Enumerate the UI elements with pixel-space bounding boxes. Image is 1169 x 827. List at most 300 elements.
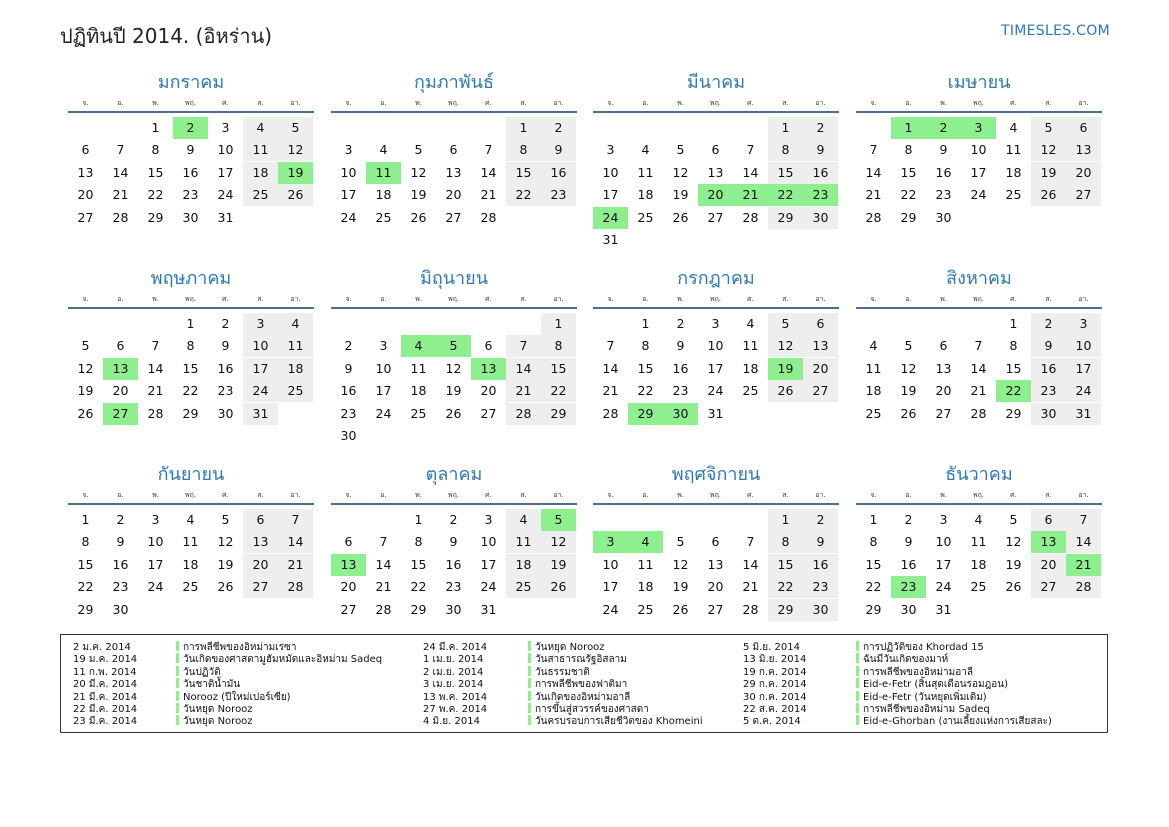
day-cell[interactable]: 13 (243, 531, 278, 553)
day-cell[interactable]: 28 (865, 209, 882, 225)
day-cell[interactable]: 10 (375, 360, 392, 376)
day-cell[interactable]: 21 (742, 579, 759, 595)
day-cell[interactable]: 22 (996, 380, 1031, 402)
day-cell[interactable]: 21 (375, 579, 392, 595)
day-cell[interactable]: 26 (77, 405, 94, 421)
day-cell[interactable]: 28 (112, 209, 129, 225)
day-cell[interactable]: 5 (81, 338, 90, 354)
day-cell[interactable]: 28 (480, 209, 497, 225)
day-cell[interactable]: 26 (1005, 579, 1022, 595)
day-cell[interactable]: 4 (746, 316, 755, 331)
day-cell[interactable]: 24 (593, 207, 628, 229)
day-cell[interactable]: 7 (746, 534, 755, 550)
day-cell[interactable]: 10 (707, 338, 724, 354)
day-cell[interactable]: 29 (541, 403, 576, 425)
day-cell[interactable]: 8 (151, 142, 160, 158)
day-cell[interactable]: 7 (379, 534, 388, 550)
day-cell[interactable]: 13 (331, 554, 366, 576)
day-cell[interactable]: 16 (803, 554, 838, 576)
day-cell[interactable]: 31 (1066, 403, 1101, 425)
day-cell[interactable]: 1 (81, 512, 90, 527)
day-cell[interactable]: 20 (77, 187, 94, 203)
day-cell[interactable]: 30 (1031, 403, 1066, 425)
day-cell[interactable]: 30 (182, 209, 199, 225)
day-cell[interactable]: 21 (970, 383, 987, 399)
day-cell[interactable]: 2 (803, 509, 838, 531)
day-cell[interactable]: 8 (506, 139, 541, 161)
day-cell[interactable]: 21 (602, 383, 619, 399)
day-cell[interactable]: 20 (803, 358, 838, 380)
day-cell[interactable]: 24 (217, 187, 234, 203)
day-cell[interactable]: 26 (217, 579, 234, 595)
day-cell[interactable]: 20 (340, 579, 357, 595)
day-cell[interactable]: 30 (340, 428, 357, 443)
day-cell[interactable]: 7 (606, 338, 615, 354)
day-cell[interactable]: 23 (340, 405, 357, 421)
day-cell[interactable]: 27 (480, 405, 497, 421)
day-cell[interactable]: 18 (1005, 164, 1022, 180)
day-cell[interactable]: 1 (768, 509, 803, 531)
day-cell[interactable]: 6 (484, 338, 493, 354)
day-cell[interactable]: 31 (707, 405, 724, 421)
day-cell[interactable]: 2 (676, 316, 685, 331)
day-cell[interactable]: 17 (480, 556, 497, 572)
day-cell[interactable]: 3 (939, 512, 948, 527)
day-cell[interactable]: 2 (116, 512, 125, 527)
day-cell[interactable]: 30 (217, 405, 234, 421)
day-cell[interactable]: 19 (672, 579, 689, 595)
day-cell[interactable]: 7 (506, 335, 541, 357)
day-cell[interactable]: 14 (970, 360, 987, 376)
day-cell[interactable]: 24 (970, 187, 987, 203)
day-cell[interactable]: 2 (541, 117, 576, 139)
day-cell[interactable]: 3 (484, 512, 493, 527)
day-cell[interactable]: 31 (243, 403, 278, 425)
day-cell[interactable]: 3 (243, 313, 278, 335)
day-cell[interactable]: 14 (602, 360, 619, 376)
day-cell[interactable]: 30 (112, 601, 129, 617)
day-cell[interactable]: 12 (541, 531, 576, 553)
day-cell[interactable]: 9 (939, 142, 948, 158)
day-cell[interactable]: 16 (340, 383, 357, 399)
day-cell[interactable]: 31 (935, 601, 952, 617)
day-cell[interactable]: 21 (1066, 554, 1101, 576)
day-cell[interactable]: 8 (1009, 338, 1018, 354)
day-cell[interactable]: 1 (869, 512, 878, 527)
day-cell[interactable]: 3 (379, 338, 388, 354)
day-cell[interactable]: 28 (602, 405, 619, 421)
day-cell[interactable]: 11 (410, 360, 427, 376)
day-cell[interactable]: 9 (116, 534, 125, 550)
day-cell[interactable]: 15 (768, 554, 803, 576)
day-cell[interactable]: 1 (641, 316, 650, 331)
day-cell[interactable]: 7 (116, 142, 125, 158)
day-cell[interactable]: 12 (77, 360, 94, 376)
day-cell[interactable]: 13 (77, 164, 94, 180)
day-cell[interactable]: 15 (900, 164, 917, 180)
day-cell[interactable]: 13 (103, 358, 138, 380)
day-cell[interactable]: 7 (278, 509, 313, 531)
day-cell[interactable]: 24 (935, 579, 952, 595)
day-cell[interactable]: 18 (970, 556, 987, 572)
day-cell[interactable]: 6 (711, 534, 720, 550)
day-cell[interactable]: 25 (742, 383, 759, 399)
day-cell[interactable]: 24 (340, 209, 357, 225)
day-cell[interactable]: 4 (628, 531, 663, 553)
day-cell[interactable]: 21 (278, 554, 313, 576)
day-cell[interactable]: 7 (151, 338, 160, 354)
day-cell[interactable]: 1 (414, 512, 423, 527)
day-cell[interactable]: 15 (410, 556, 427, 572)
day-cell[interactable]: 13 (803, 335, 838, 357)
day-cell[interactable]: 10 (480, 534, 497, 550)
day-cell[interactable]: 22 (900, 187, 917, 203)
day-cell[interactable]: 8 (81, 534, 90, 550)
day-cell[interactable]: 5 (768, 313, 803, 335)
day-cell[interactable]: 15 (147, 164, 164, 180)
day-cell[interactable]: 23 (217, 383, 234, 399)
day-cell[interactable]: 19 (77, 383, 94, 399)
day-cell[interactable]: 27 (77, 209, 94, 225)
day-cell[interactable]: 18 (278, 358, 313, 380)
day-cell[interactable]: 24 (707, 383, 724, 399)
day-cell[interactable]: 26 (900, 405, 917, 421)
day-cell[interactable]: 6 (344, 534, 353, 550)
day-cell[interactable]: 28 (970, 405, 987, 421)
day-cell[interactable]: 6 (243, 509, 278, 531)
day-cell[interactable]: 11 (865, 360, 882, 376)
day-cell[interactable]: 12 (1031, 139, 1066, 161)
day-cell[interactable]: 21 (733, 184, 768, 206)
day-cell[interactable]: 18 (182, 556, 199, 572)
day-cell[interactable]: 23 (182, 187, 199, 203)
day-cell[interactable]: 8 (768, 531, 803, 553)
day-cell[interactable]: 23 (803, 184, 838, 206)
day-cell[interactable]: 9 (676, 338, 685, 354)
day-cell[interactable]: 12 (1005, 534, 1022, 550)
day-cell[interactable]: 25 (506, 576, 541, 598)
day-cell[interactable]: 10 (602, 556, 619, 572)
day-cell[interactable]: 25 (637, 601, 654, 617)
day-cell[interactable]: 26 (672, 209, 689, 225)
day-cell[interactable]: 27 (707, 209, 724, 225)
day-cell[interactable]: 15 (541, 358, 576, 380)
day-cell[interactable]: 3 (961, 117, 996, 139)
day-cell[interactable]: 9 (1031, 335, 1066, 357)
day-cell[interactable]: 25 (865, 405, 882, 421)
day-cell[interactable]: 20 (698, 184, 733, 206)
day-cell[interactable]: 31 (217, 209, 234, 225)
day-cell[interactable]: 25 (970, 579, 987, 595)
day-cell[interactable]: 1 (151, 120, 160, 135)
day-cell[interactable]: 26 (768, 380, 803, 402)
day-cell[interactable]: 15 (182, 360, 199, 376)
day-cell[interactable]: 1 (891, 117, 926, 139)
day-cell[interactable]: 18 (410, 383, 427, 399)
day-cell[interactable]: 12 (410, 164, 427, 180)
day-cell[interactable]: 29 (768, 599, 803, 621)
day-cell[interactable]: 5 (1031, 117, 1066, 139)
day-cell[interactable]: 22 (506, 184, 541, 206)
day-cell[interactable]: 3 (711, 316, 720, 331)
day-cell[interactable]: 29 (410, 601, 427, 617)
day-cell[interactable]: 5 (676, 142, 685, 158)
day-cell[interactable]: 6 (81, 142, 90, 158)
day-cell[interactable]: 8 (869, 534, 878, 550)
day-cell[interactable]: 20 (1031, 554, 1066, 576)
day-cell[interactable]: 5 (278, 117, 313, 139)
day-cell[interactable]: 19 (541, 554, 576, 576)
day-cell[interactable]: 27 (935, 405, 952, 421)
day-cell[interactable]: 14 (480, 164, 497, 180)
day-cell[interactable]: 16 (1031, 358, 1066, 380)
day-cell[interactable]: 6 (1066, 117, 1101, 139)
day-cell[interactable]: 22 (147, 187, 164, 203)
day-cell[interactable]: 28 (742, 209, 759, 225)
day-cell[interactable]: 30 (663, 403, 698, 425)
day-cell[interactable]: 28 (375, 601, 392, 617)
day-cell[interactable]: 10 (1066, 335, 1101, 357)
day-cell[interactable]: 8 (904, 142, 913, 158)
day-cell[interactable]: 7 (974, 338, 983, 354)
day-cell[interactable]: 11 (1005, 142, 1022, 158)
day-cell[interactable]: 27 (445, 209, 462, 225)
day-cell[interactable]: 15 (637, 360, 654, 376)
day-cell[interactable]: 10 (602, 164, 619, 180)
day-cell[interactable]: 20 (1066, 162, 1101, 184)
day-cell[interactable]: 11 (243, 139, 278, 161)
day-cell[interactable]: 1 (541, 313, 576, 335)
day-cell[interactable]: 1 (1009, 316, 1018, 331)
day-cell[interactable]: 28 (147, 405, 164, 421)
day-cell[interactable]: 12 (217, 534, 234, 550)
day-cell[interactable]: 19 (900, 383, 917, 399)
day-cell[interactable]: 10 (217, 142, 234, 158)
day-cell[interactable]: 30 (803, 599, 838, 621)
day-cell[interactable]: 7 (746, 142, 755, 158)
day-cell[interactable]: 18 (375, 187, 392, 203)
day-cell[interactable]: 11 (970, 534, 987, 550)
day-cell[interactable]: 9 (803, 531, 838, 553)
day-cell[interactable]: 15 (77, 556, 94, 572)
day-cell[interactable]: 29 (865, 601, 882, 617)
day-cell[interactable]: 23 (803, 576, 838, 598)
day-cell[interactable]: 5 (1009, 512, 1018, 527)
day-cell[interactable]: 1 (186, 316, 195, 331)
day-cell[interactable]: 31 (602, 232, 619, 247)
day-cell[interactable]: 4 (186, 512, 195, 527)
day-cell[interactable]: 28 (506, 403, 541, 425)
day-cell[interactable]: 12 (445, 360, 462, 376)
day-cell[interactable]: 24 (602, 601, 619, 617)
day-cell[interactable]: 30 (803, 207, 838, 229)
day-cell[interactable]: 21 (480, 187, 497, 203)
day-cell[interactable]: 18 (637, 187, 654, 203)
day-cell[interactable]: 17 (707, 360, 724, 376)
day-cell[interactable]: 16 (935, 164, 952, 180)
day-cell[interactable]: 22 (410, 579, 427, 595)
day-cell[interactable]: 26 (1031, 184, 1066, 206)
day-cell[interactable]: 23 (445, 579, 462, 595)
day-cell[interactable]: 2 (344, 338, 353, 354)
day-cell[interactable]: 29 (77, 601, 94, 617)
day-cell[interactable]: 17 (970, 164, 987, 180)
day-cell[interactable]: 16 (672, 360, 689, 376)
day-cell[interactable]: 9 (186, 142, 195, 158)
day-cell[interactable]: 30 (900, 601, 917, 617)
day-cell[interactable]: 3 (606, 142, 615, 158)
day-cell[interactable]: 7 (1066, 509, 1101, 531)
day-cell[interactable]: 31 (480, 601, 497, 617)
day-cell[interactable]: 8 (186, 338, 195, 354)
day-cell[interactable]: 5 (904, 338, 913, 354)
day-cell[interactable]: 29 (900, 209, 917, 225)
day-cell[interactable]: 2 (173, 117, 208, 139)
day-cell[interactable]: 17 (1066, 358, 1101, 380)
day-cell[interactable]: 8 (541, 335, 576, 357)
day-cell[interactable]: 4 (278, 313, 313, 335)
day-cell[interactable]: 29 (768, 207, 803, 229)
day-cell[interactable]: 19 (1005, 556, 1022, 572)
day-cell[interactable]: 22 (182, 383, 199, 399)
day-cell[interactable]: 13 (445, 164, 462, 180)
day-cell[interactable]: 22 (768, 576, 803, 598)
day-cell[interactable]: 6 (116, 338, 125, 354)
day-cell[interactable]: 11 (506, 531, 541, 553)
day-cell[interactable]: 10 (970, 142, 987, 158)
day-cell[interactable]: 26 (410, 209, 427, 225)
day-cell[interactable]: 11 (278, 335, 313, 357)
day-cell[interactable]: 8 (414, 534, 423, 550)
day-cell[interactable]: 22 (865, 579, 882, 595)
day-cell[interactable]: 15 (865, 556, 882, 572)
day-cell[interactable]: 13 (935, 360, 952, 376)
day-cell[interactable]: 17 (340, 187, 357, 203)
brand-link[interactable]: TIMESLES.COM (1001, 23, 1110, 39)
day-cell[interactable]: 4 (401, 335, 436, 357)
day-cell[interactable]: 27 (103, 403, 138, 425)
day-cell[interactable]: 14 (278, 531, 313, 553)
day-cell[interactable]: 1 (768, 117, 803, 139)
day-cell[interactable]: 16 (803, 162, 838, 184)
day-cell[interactable]: 14 (742, 164, 759, 180)
day-cell[interactable]: 29 (628, 403, 663, 425)
day-cell[interactable]: 9 (221, 338, 230, 354)
day-cell[interactable]: 19 (278, 162, 313, 184)
day-cell[interactable]: 6 (1031, 509, 1066, 531)
day-cell[interactable]: 11 (182, 534, 199, 550)
day-cell[interactable]: 21 (506, 380, 541, 402)
day-cell[interactable]: 9 (449, 534, 458, 550)
day-cell[interactable]: 14 (147, 360, 164, 376)
day-cell[interactable]: 13 (1066, 139, 1101, 161)
day-cell[interactable]: 10 (147, 534, 164, 550)
day-cell[interactable]: 19 (768, 358, 803, 380)
day-cell[interactable]: 4 (506, 509, 541, 531)
day-cell[interactable]: 23 (112, 579, 129, 595)
day-cell[interactable]: 27 (243, 576, 278, 598)
day-cell[interactable]: 14 (1066, 531, 1101, 553)
day-cell[interactable]: 25 (637, 209, 654, 225)
day-cell[interactable]: 26 (672, 601, 689, 617)
day-cell[interactable]: 24 (480, 579, 497, 595)
day-cell[interactable]: 12 (900, 360, 917, 376)
day-cell[interactable]: 16 (541, 162, 576, 184)
day-cell[interactable]: 24 (147, 579, 164, 595)
day-cell[interactable]: 4 (379, 142, 388, 158)
day-cell[interactable]: 6 (449, 142, 458, 158)
day-cell[interactable]: 5 (221, 512, 230, 527)
day-cell[interactable]: 17 (375, 383, 392, 399)
day-cell[interactable]: 14 (742, 556, 759, 572)
day-cell[interactable]: 25 (182, 579, 199, 595)
day-cell[interactable]: 2 (221, 316, 230, 331)
day-cell[interactable]: 17 (935, 556, 952, 572)
day-cell[interactable]: 10 (935, 534, 952, 550)
day-cell[interactable]: 25 (243, 184, 278, 206)
day-cell[interactable]: 27 (340, 601, 357, 617)
day-cell[interactable]: 4 (641, 142, 650, 158)
day-cell[interactable]: 23 (891, 576, 926, 598)
day-cell[interactable]: 4 (869, 338, 878, 354)
day-cell[interactable]: 7 (869, 142, 878, 158)
day-cell[interactable]: 30 (445, 601, 462, 617)
day-cell[interactable]: 27 (803, 380, 838, 402)
day-cell[interactable]: 21 (865, 187, 882, 203)
day-cell[interactable]: 4 (243, 117, 278, 139)
day-cell[interactable]: 12 (278, 139, 313, 161)
day-cell[interactable]: 27 (707, 601, 724, 617)
day-cell[interactable]: 5 (676, 534, 685, 550)
day-cell[interactable]: 6 (711, 142, 720, 158)
day-cell[interactable]: 17 (217, 164, 234, 180)
day-cell[interactable]: 17 (602, 579, 619, 595)
day-cell[interactable]: 16 (182, 164, 199, 180)
day-cell[interactable]: 9 (541, 139, 576, 161)
day-cell[interactable]: 25 (278, 380, 313, 402)
day-cell[interactable]: 3 (344, 142, 353, 158)
day-cell[interactable]: 21 (147, 383, 164, 399)
day-cell[interactable]: 24 (375, 405, 392, 421)
day-cell[interactable]: 12 (672, 164, 689, 180)
day-cell[interactable]: 11 (637, 556, 654, 572)
day-cell[interactable]: 15 (1005, 360, 1022, 376)
day-cell[interactable]: 9 (803, 139, 838, 161)
day-cell[interactable]: 27 (1031, 576, 1066, 598)
day-cell[interactable]: 10 (340, 164, 357, 180)
day-cell[interactable]: 23 (935, 187, 952, 203)
day-cell[interactable]: 28 (1066, 576, 1101, 598)
day-cell[interactable]: 30 (935, 209, 952, 225)
day-cell[interactable]: 16 (900, 556, 917, 572)
day-cell[interactable]: 2 (803, 117, 838, 139)
day-cell[interactable]: 15 (768, 162, 803, 184)
day-cell[interactable]: 18 (637, 579, 654, 595)
day-cell[interactable]: 9 (344, 360, 353, 376)
day-cell[interactable]: 28 (278, 576, 313, 598)
day-cell[interactable]: 2 (904, 512, 913, 527)
day-cell[interactable]: 23 (672, 383, 689, 399)
day-cell[interactable]: 29 (182, 405, 199, 421)
day-cell[interactable]: 11 (742, 338, 759, 354)
day-cell[interactable]: 4 (974, 512, 983, 527)
day-cell[interactable]: 19 (1031, 162, 1066, 184)
day-cell[interactable]: 14 (375, 556, 392, 572)
day-cell[interactable]: 20 (243, 554, 278, 576)
day-cell[interactable]: 19 (672, 187, 689, 203)
day-cell[interactable]: 3 (221, 120, 230, 135)
day-cell[interactable]: 14 (506, 358, 541, 380)
